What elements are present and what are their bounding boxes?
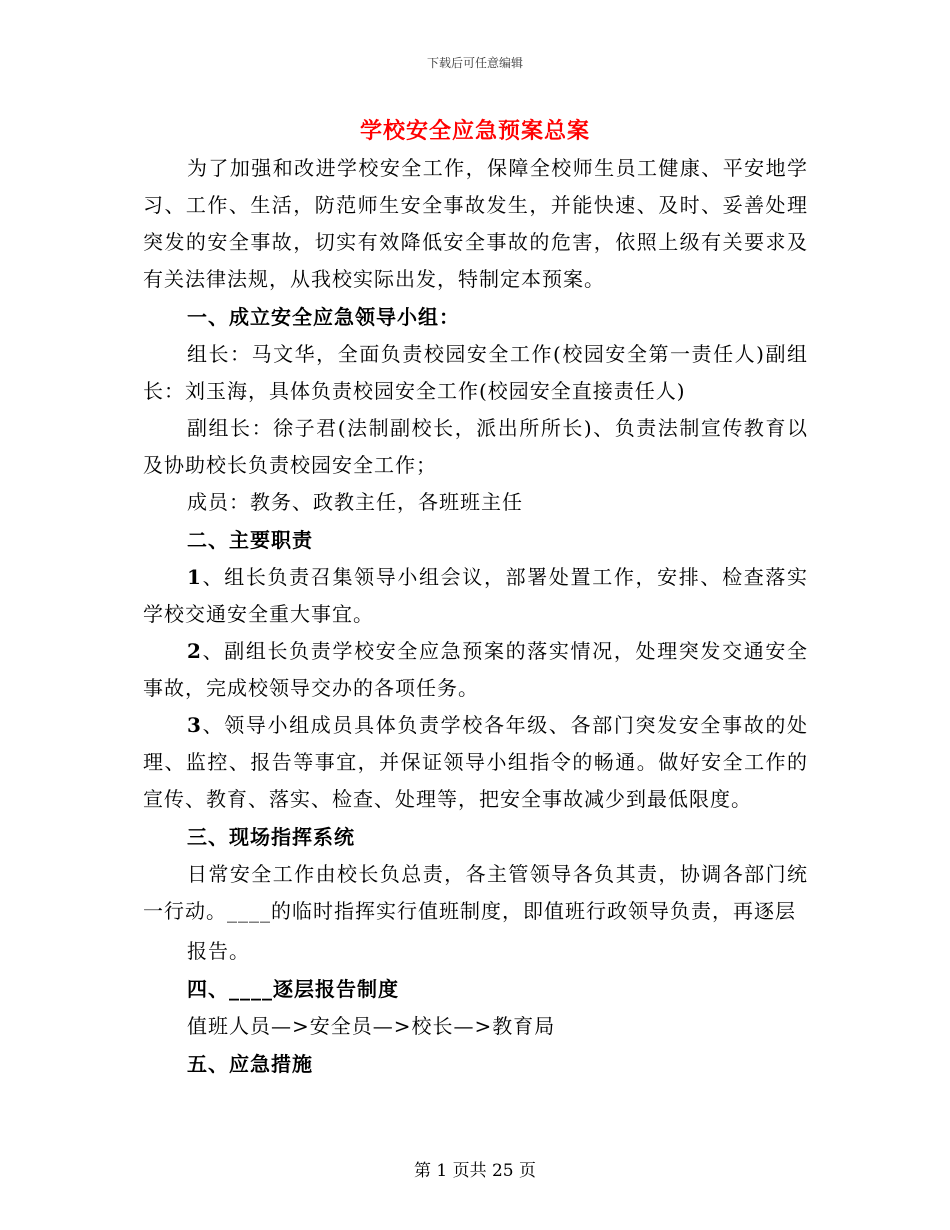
item-number: 3 [187,713,202,737]
section-3-heading: 三、现场指挥系统 [187,825,355,849]
section-4-flow: 值班人员—>安全员—>校长—>教育局 [187,1014,556,1038]
section-1-members: 成员：教务、政教主任，各班班主任 [187,490,523,514]
document-body [143,150,808,1083]
section-3-continuation: 报告。 [187,939,250,963]
section-1-deputy: 副组长：徐子君(法制副校长，派出所所长)、负责法制宣传教育以及协助校长负责校园安全工作； [143,416,808,477]
section-1-heading: 一、成立安全应急领导小组： [187,305,460,329]
intro-paragraph: 为了加强和改进学校安全工作，保障全校师生员工健康、平安地学习、工作、生活，防范师生安全事故发生，并能快速、及时、妥善处理突发的安全事故，切实有效降低安全事故的危害，依照上级有关要求及有关法律法规，从我校实际出发，特制定本预案。 [143,156,808,291]
section-5-heading: 五、应急措施 [187,1052,313,1076]
item-number: 2 [187,639,202,663]
section-2-item-1 [143,559,808,633]
page-header-note: 下载后可任意编辑 [426,56,523,70]
item-text: 、组长负责召集领导小组会议，部署处置工作，安排、检查落实学校交通安全重大事宜。 [143,565,808,626]
item-text: 、领导小组成员具体负责学校各年级、各部门突发安全事故的处理、监控、报告等事宜，并保证领导小组指令的畅通。做好安全工作的宣传、教育、落实、检查、处理等，把安全事故减少到最低限度。 [143,713,808,811]
section-3-text: 日常安全工作由校长负总责，各主管领导各负其责，协调各部门统一行动。____的临时指挥实行值班制度，即值班行政领导负责，再逐层 [143,862,808,923]
item-number: 1 [187,565,202,589]
page-footer: 第 1 页共 25 页 [413,1161,537,1181]
section-1-leader: 组长：马文华，全面负责校园安全工作(校园安全第一责任人)副组长：刘玉海，具体负责校园安全工作(校园安全直接责任人) [143,342,808,403]
section-2-heading: 二、主要职责 [187,528,313,552]
section-4-heading: 四、____逐层报告制度 [187,977,399,1001]
section-2-item-2 [143,633,808,707]
document-title: 学校安全应急预案总案 [359,118,590,144]
section-2-item-3 [143,707,808,818]
item-text: 、副组长负责学校安全应急预案的落实情况，处理突发交通安全事故，完成校领导交办的各项任务。 [143,639,808,700]
